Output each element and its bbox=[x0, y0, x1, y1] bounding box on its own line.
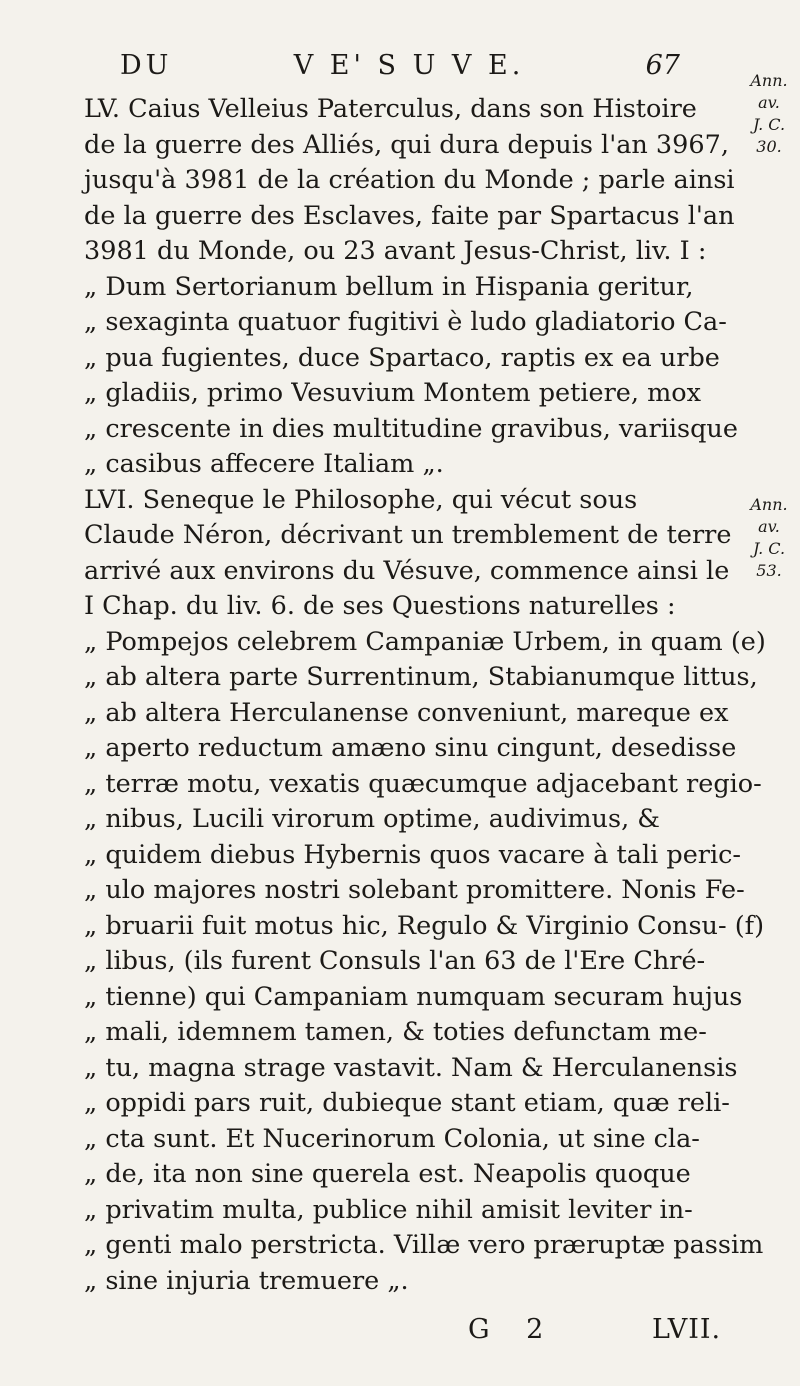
text-line: „ genti malo perstricta. Villæ vero præruptæ passim bbox=[84, 1230, 764, 1260]
text-line: „ de, ita non sine querela est. Neapolis quoque bbox=[84, 1159, 691, 1189]
text-line: 3981 du Monde, ou 23 avant Jesus-Christ, liv. I : bbox=[84, 236, 707, 266]
margin-note-line: Ann. bbox=[750, 495, 788, 514]
margin-note-line: Ann. bbox=[750, 71, 788, 90]
text-line: „ Pompejos celebrem Campaniæ Urbem, in quam (e) bbox=[84, 626, 766, 657]
text-line: „ pua fugientes, duce Spartaco, raptis ex ea urbe bbox=[84, 342, 720, 373]
text-line: „ gladiis, primo Vesuvium Montem petiere, mox bbox=[84, 378, 702, 408]
text-line: „ ab altera parte Surrentinum, Stabianumque littus, bbox=[84, 662, 758, 692]
text-line: arrivé aux environs du Vésuve, commence ainsi le bbox=[84, 555, 730, 586]
text-line: „ aperto reductum amæno sinu cingunt, desedisse bbox=[84, 733, 737, 763]
page-body bbox=[84, 92, 766, 1299]
text-line: „ sexaginta quatuor fugitivi è ludo gladiatorio Ca- bbox=[84, 307, 727, 337]
margin-note-2 bbox=[746, 494, 792, 582]
running-header bbox=[120, 50, 680, 81]
text-line: I Chap. du liv. 6. de ses Questions naturelles : bbox=[84, 591, 676, 621]
margin-note-line: J. C. bbox=[752, 115, 786, 134]
text-line: „ oppidi pars ruit, dubieque stant etiam, quæ reli- bbox=[84, 1088, 730, 1118]
text-line: „ cta sunt. Et Nucerinorum Colonia, ut sine cla- bbox=[84, 1123, 700, 1154]
catchword: LVII. bbox=[652, 1314, 722, 1345]
page-number: 67 bbox=[645, 50, 680, 81]
text-line: jusqu'à 3981 de la création du Monde ; parle ainsi bbox=[84, 165, 735, 195]
text-line: „ tu, magna strage vastavit. Nam & Herculanensis bbox=[84, 1052, 738, 1083]
text-line: „ tienne) qui Campaniam numquam securam hujus bbox=[84, 981, 743, 1012]
text-line: „ sine injuria tremuere „. bbox=[84, 1265, 409, 1296]
text-line: LV. Caius Velleius Paterculus, dans son Histoire bbox=[84, 94, 697, 124]
text-line: de la guerre des Esclaves, faite par Spartacus l'an bbox=[84, 200, 735, 231]
margin-note-line: J. C. bbox=[752, 539, 786, 558]
margin-note-line: 53. bbox=[756, 561, 782, 580]
text-line: „ libus, (ils furent Consuls l'an 63 de l'Ere Chré- bbox=[84, 946, 706, 976]
text-line: „ quidem diebus Hybernis quos vacare à tali peric- bbox=[84, 839, 742, 870]
text-line: „ terræ motu, vexatis quæcumque adjacebant regio- bbox=[84, 768, 762, 799]
header-left: DU bbox=[120, 50, 173, 81]
header-title: V E' S U V E. bbox=[293, 50, 525, 81]
signature-mark: G 2 bbox=[468, 1314, 558, 1345]
text-line: „ ulo majores nostri solebant promittere. Nonis Fe- bbox=[84, 875, 745, 905]
text-line: „ privatim multa, publice nihil amisit leviter in- bbox=[84, 1194, 693, 1225]
margin-note-line: 30. bbox=[756, 137, 782, 156]
text-line: „ casibus affecere Italiam „. bbox=[84, 449, 444, 479]
text-line: „ bruarii fuit motus hic, Regulo & Virginio Consu- (f) bbox=[84, 910, 765, 941]
text-line: LVI. Seneque le Philosophe, qui vécut sous bbox=[84, 484, 638, 515]
text-line: „ nibus, Lucili virorum optime, audivimus, & bbox=[84, 804, 660, 834]
margin-note-line: av. bbox=[758, 93, 780, 112]
text-line: „ ab altera Herculanense conveniunt, mareque ex bbox=[84, 697, 729, 728]
text-line: „ mali, idemnem tamen, & toties defunctam me- bbox=[84, 1017, 707, 1047]
text-line: de la guerre des Alliés, qui dura depuis l'an 3967, bbox=[84, 129, 729, 160]
margin-note-1 bbox=[746, 70, 792, 158]
text-line: „ Dum Sertorianum bellum in Hispania geritur, bbox=[84, 271, 694, 302]
text-line: „ crescente in dies multitudine gravibus, variisque bbox=[84, 413, 738, 444]
text-line: Claude Néron, décrivant un tremblement de terre bbox=[84, 520, 732, 550]
margin-note-line: av. bbox=[758, 517, 780, 536]
